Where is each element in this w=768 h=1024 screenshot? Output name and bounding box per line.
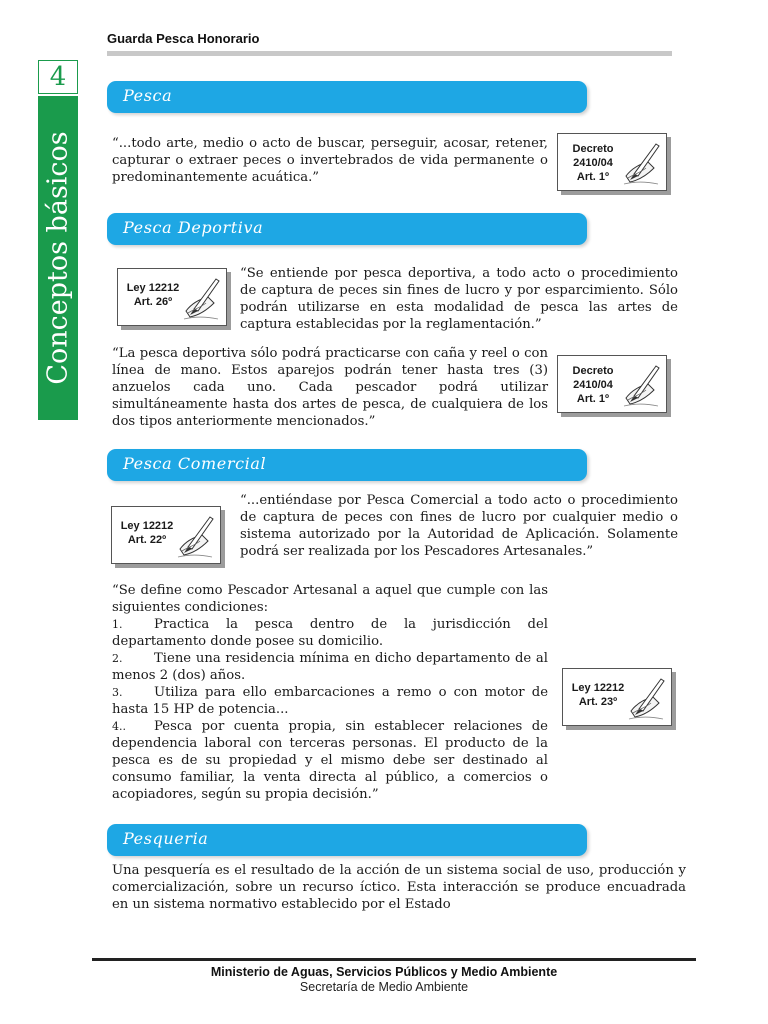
chapter-title: Conceptos básicos — [42, 131, 74, 385]
badge-line: Ley 12212 — [120, 520, 174, 532]
section-heading-label: Pesqueria — [123, 829, 209, 848]
section-heading-label: Pesca Deportiva — [123, 218, 264, 237]
badge-line: Decreto — [572, 365, 614, 377]
list-item-text: Pesca por cuenta propia, sin establecer relaciones de dependencia laboral con terceras personas. El producto de la pesca es de su propiedad y el mismo debe ser destinado al consumo familiar, la venta directa al público, a comercios o acopiadores, según su propia decisión.” — [112, 719, 548, 802]
badge-line: Ley 12212 — [571, 682, 625, 694]
list-item — [112, 718, 548, 803]
list-item-number: 2. — [112, 652, 123, 665]
badge-line: 2410/04 — [573, 157, 613, 169]
badge-line: Art. 22º — [127, 534, 167, 546]
badge-line: Art. 26º — [133, 296, 173, 308]
list-intro: “Se define como Pescador Artesanal a aquel que cumple con las siguientes condiciones: — [112, 583, 548, 615]
chapter-number: 4 — [38, 60, 78, 94]
footer-secretariat: Secretaría de Medio Ambiente — [299, 980, 469, 994]
pesca-deportiva-rules: “La pesca deportiva sólo podrá practicarse con caña y reel o con línea de mano. Estos aparejos podrán tener hasta tres (3) anzuelos cada uno. Cada pescador podrá utilizar simultáneamente hasta dos artes de pesca, de cualquiera de los dos tipos anteriormente mencionados.” — [112, 346, 548, 429]
pesca-deportiva-definition: “Se entiende por pesca deportiva, a todo acto o procedimiento de captura de peces sin fines de lucro y por esparcimiento. Sólo podrán utilizarse en esta modalidad de pesca las artes de captura establecidas por la reglamentación.” — [240, 266, 678, 332]
badge-line: Art. 23º — [578, 696, 618, 708]
header-rule — [107, 51, 672, 56]
pesqueria-definition: Una pesquería es el resultado de la acción de un sistema social de uso, producción y comercialización, sobre un recurso íctico. Esta interacción se produce encuadrada en un sistema normativo establecido por el Estado — [112, 863, 686, 912]
list-item-number: 4.. — [112, 720, 126, 733]
badge-line: Ley 12212 — [126, 282, 180, 294]
section-heading-label: Pesca Comercial — [123, 454, 267, 473]
hand-writing-icon — [625, 673, 667, 723]
legal-reference-badge — [117, 268, 227, 326]
list-item — [112, 684, 548, 718]
legal-reference-badge — [111, 506, 221, 564]
legal-reference-badge — [562, 668, 672, 726]
pesca-definition: “...todo arte, medio o acto de buscar, perseguir, acosar, retener, capturar o extraer peces o invertebrados de vida permanente o predominantemente acuática.” — [112, 136, 548, 185]
hand-writing-icon — [620, 360, 662, 410]
section-heading-label: Pesca — [123, 86, 173, 105]
footer-rule — [92, 958, 696, 961]
pesca-comercial-definition: “...entiéndase por Pesca Comercial a todo acto o procedimiento de captura de peces con fines de lucro por cualquier medio o sistema autorizado por la Autoridad de Aplicación. Solamente podrá ser realizada por los Pescadores Artesanales.” — [240, 493, 678, 559]
list-item-text: Practica la pesca dentro de la jurisdicción del departamento donde posee su domicilio. — [112, 617, 548, 649]
badge-line: Art. 1º — [576, 393, 610, 405]
section-heading-pesca — [107, 81, 587, 113]
hand-writing-icon — [620, 138, 662, 188]
list-item — [112, 616, 548, 650]
list-item-number: 1. — [112, 618, 123, 631]
list-item — [112, 650, 548, 684]
badge-line: Art. 1º — [576, 171, 610, 183]
legal-reference-badge — [557, 355, 667, 413]
list-item-text: Tiene una residencia mínima en dicho departamento de al menos 2 (dos) años. — [112, 651, 548, 683]
badge-line: Decreto — [572, 143, 614, 155]
footer-ministry: Ministerio de Aguas, Servicios Públicos y Medio Ambiente — [210, 965, 558, 979]
hand-writing-icon — [174, 511, 216, 561]
badge-line: 2410/04 — [573, 379, 613, 391]
list-item-text: Utiliza para ello embarcaciones a remo o con motor de hasta 15 HP de potencia... — [112, 685, 548, 717]
hand-writing-icon — [180, 273, 222, 323]
section-heading-pesqueria — [107, 824, 587, 856]
section-heading-pesca-deportiva — [107, 213, 587, 245]
list-item-number: 3. — [112, 686, 123, 699]
section-heading-pesca-comercial — [107, 449, 587, 481]
pescador-artesanal-list — [112, 582, 548, 803]
page-header-title: Guarda Pesca Honorario — [107, 31, 260, 46]
legal-reference-badge — [557, 133, 667, 191]
